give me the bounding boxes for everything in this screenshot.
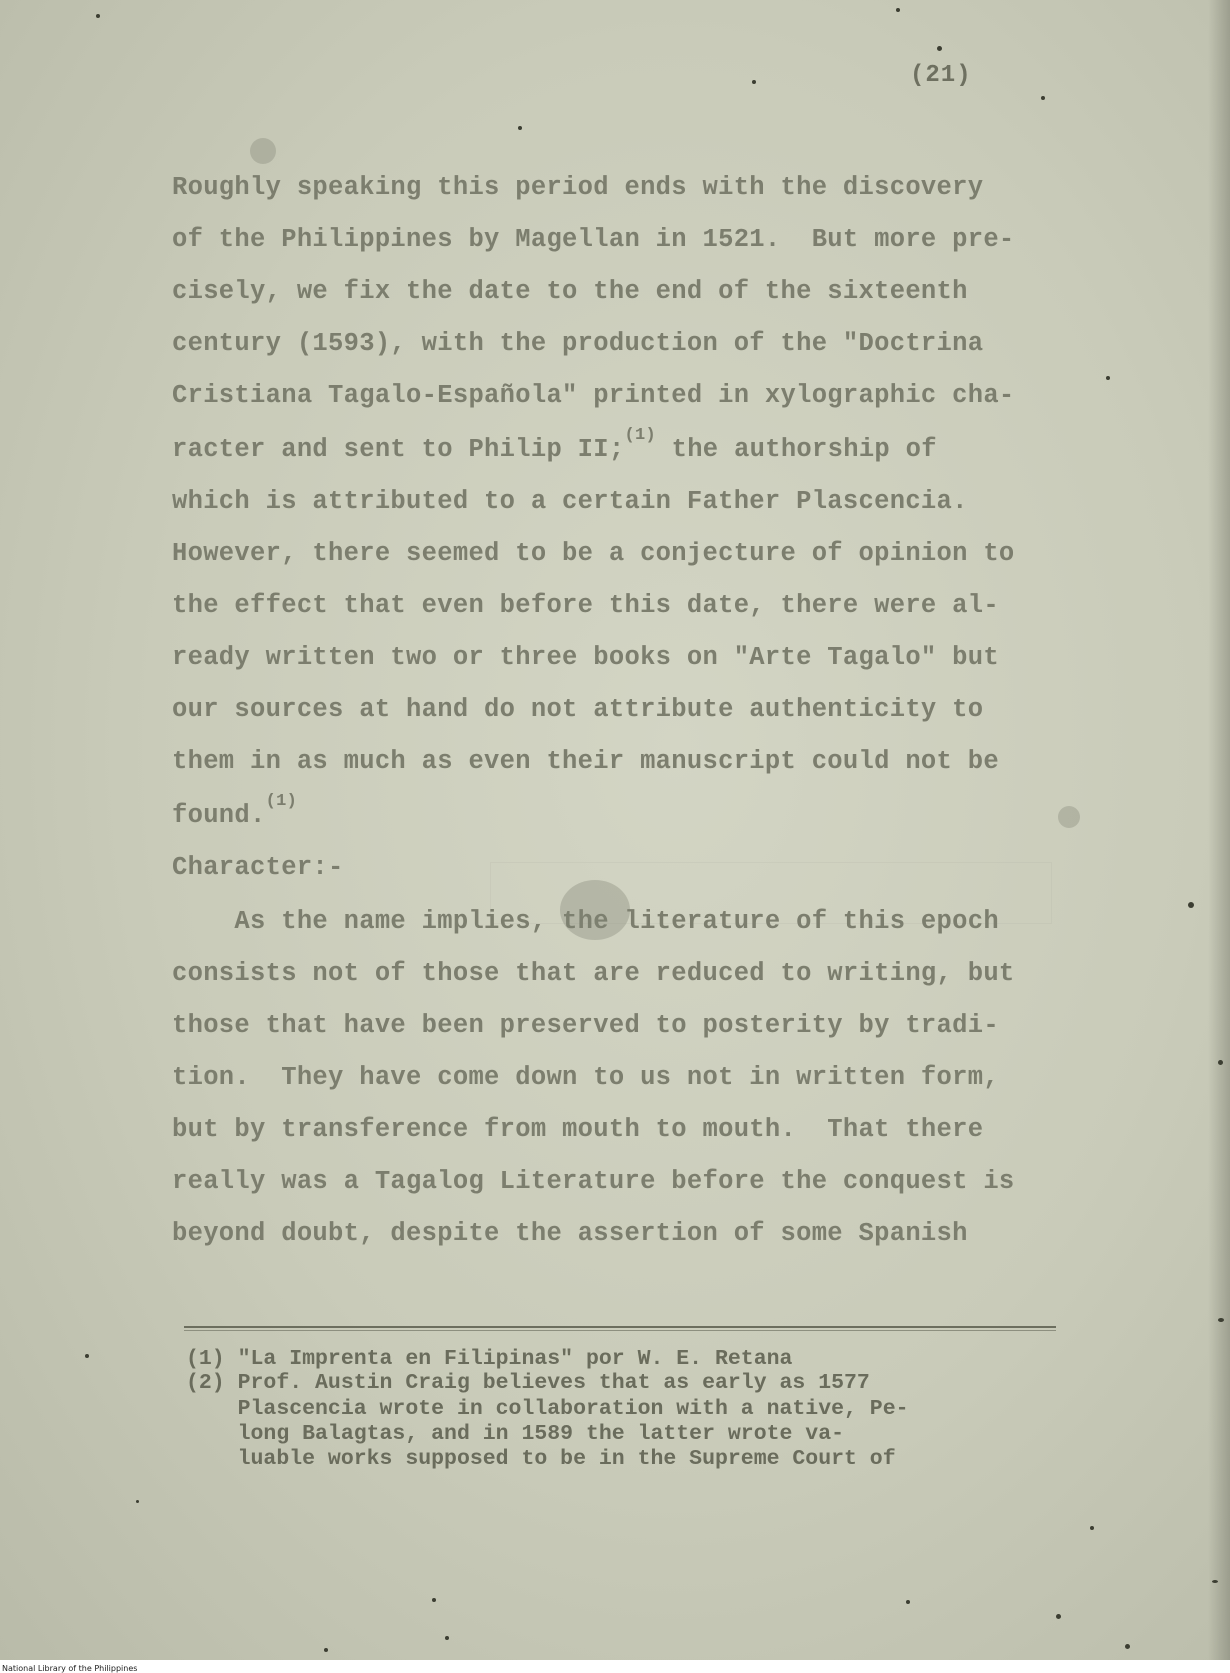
dust-speck	[1090, 1526, 1094, 1530]
body-line: but by transference from mouth to mouth. That there	[172, 1115, 984, 1144]
dust-speck	[1212, 1580, 1218, 1583]
library-credit: National Library of the Philippines	[2, 1664, 138, 1673]
body-line-tail: the authorship of	[656, 435, 937, 464]
body-line-with-footnote	[172, 792, 298, 836]
body-line: them in as much as even their manuscript could not be	[172, 747, 999, 776]
body-line: beyond doubt, despite the assertion of some Spanish	[172, 1219, 968, 1248]
footnote-marker: (1)	[624, 426, 656, 445]
footnote-line: luable works supposed to be in the Supreme Court of	[186, 1447, 896, 1471]
body-line-with-footnote	[172, 426, 937, 470]
page-number: (21)	[910, 62, 972, 89]
dust-speck	[896, 8, 900, 12]
body-line: cisely, we fix the date to the end of the sixteenth	[172, 277, 968, 306]
dust-speck	[1218, 1060, 1223, 1065]
body-line: consists not of those that are reduced to writing, but	[172, 959, 1015, 988]
section-heading: Character:-	[172, 853, 344, 882]
dust-speck	[752, 80, 756, 84]
body-line-text: racter and sent to Philip II;	[172, 435, 625, 464]
footnote-line: Plascencia wrote in collaboration with a native, Pe-	[186, 1397, 909, 1421]
body-line: of the Philippines by Magellan in 1521. But more pre-	[172, 225, 1015, 254]
dust-speck	[518, 126, 522, 130]
body-line: Cristiana Tagalo-Española" printed in xylographic cha-	[172, 381, 1015, 410]
footnote-marker: (1)	[265, 792, 298, 811]
page-edge-shadow	[1208, 0, 1230, 1660]
credit-strip	[0, 1660, 1230, 1673]
dust-speck	[85, 1354, 89, 1358]
footnote-line: long Balagtas, and in 1589 the latter wrote va-	[186, 1422, 845, 1446]
body-line: tion. They have come down to us not in written form,	[172, 1063, 999, 1092]
smudge	[560, 880, 630, 940]
dust-speck	[324, 1648, 328, 1652]
dust-speck	[906, 1600, 910, 1604]
smudge	[250, 138, 276, 164]
dust-speck	[136, 1500, 139, 1503]
dust-speck	[1188, 902, 1194, 908]
dust-speck	[1125, 1644, 1130, 1649]
body-line: our sources at hand do not attribute authenticity to	[172, 695, 984, 724]
dust-speck	[1218, 1318, 1224, 1322]
dust-speck	[445, 1636, 449, 1640]
body-line: However, there seemed to be a conjecture of opinion to	[172, 539, 1015, 568]
body-line: the effect that even before this date, there were al-	[172, 591, 999, 620]
body-line: those that have been preserved to posterity by tradi-	[172, 1011, 999, 1040]
footnote-line: (1) "La Imprenta en Filipinas" por W. E. Retana	[186, 1347, 793, 1371]
body-line: Roughly speaking this period ends with the discovery	[172, 173, 984, 202]
dust-speck	[1041, 96, 1045, 100]
smudge	[1058, 806, 1080, 828]
dust-speck	[432, 1598, 436, 1602]
footnote-line: (2) Prof. Austin Craig believes that as early as 1577	[186, 1371, 870, 1395]
body-line: ready written two or three books on "Arte Tagalo" but	[172, 643, 999, 672]
body-line: century (1593), with the production of the "Doctrina	[172, 329, 984, 358]
body-line: really was a Tagalog Literature before the conquest is	[172, 1167, 1015, 1196]
footnote-divider-shadow	[184, 1330, 1056, 1331]
dust-speck	[96, 14, 100, 18]
dust-speck	[1056, 1614, 1061, 1619]
body-line-text: found.	[172, 801, 266, 830]
footnote-divider	[184, 1326, 1056, 1328]
dust-speck	[1106, 376, 1110, 380]
body-line: As the name implies, the literature of this epoch	[172, 907, 999, 936]
body-line: which is attributed to a certain Father Plascencia.	[172, 487, 968, 516]
dust-speck	[937, 46, 942, 51]
